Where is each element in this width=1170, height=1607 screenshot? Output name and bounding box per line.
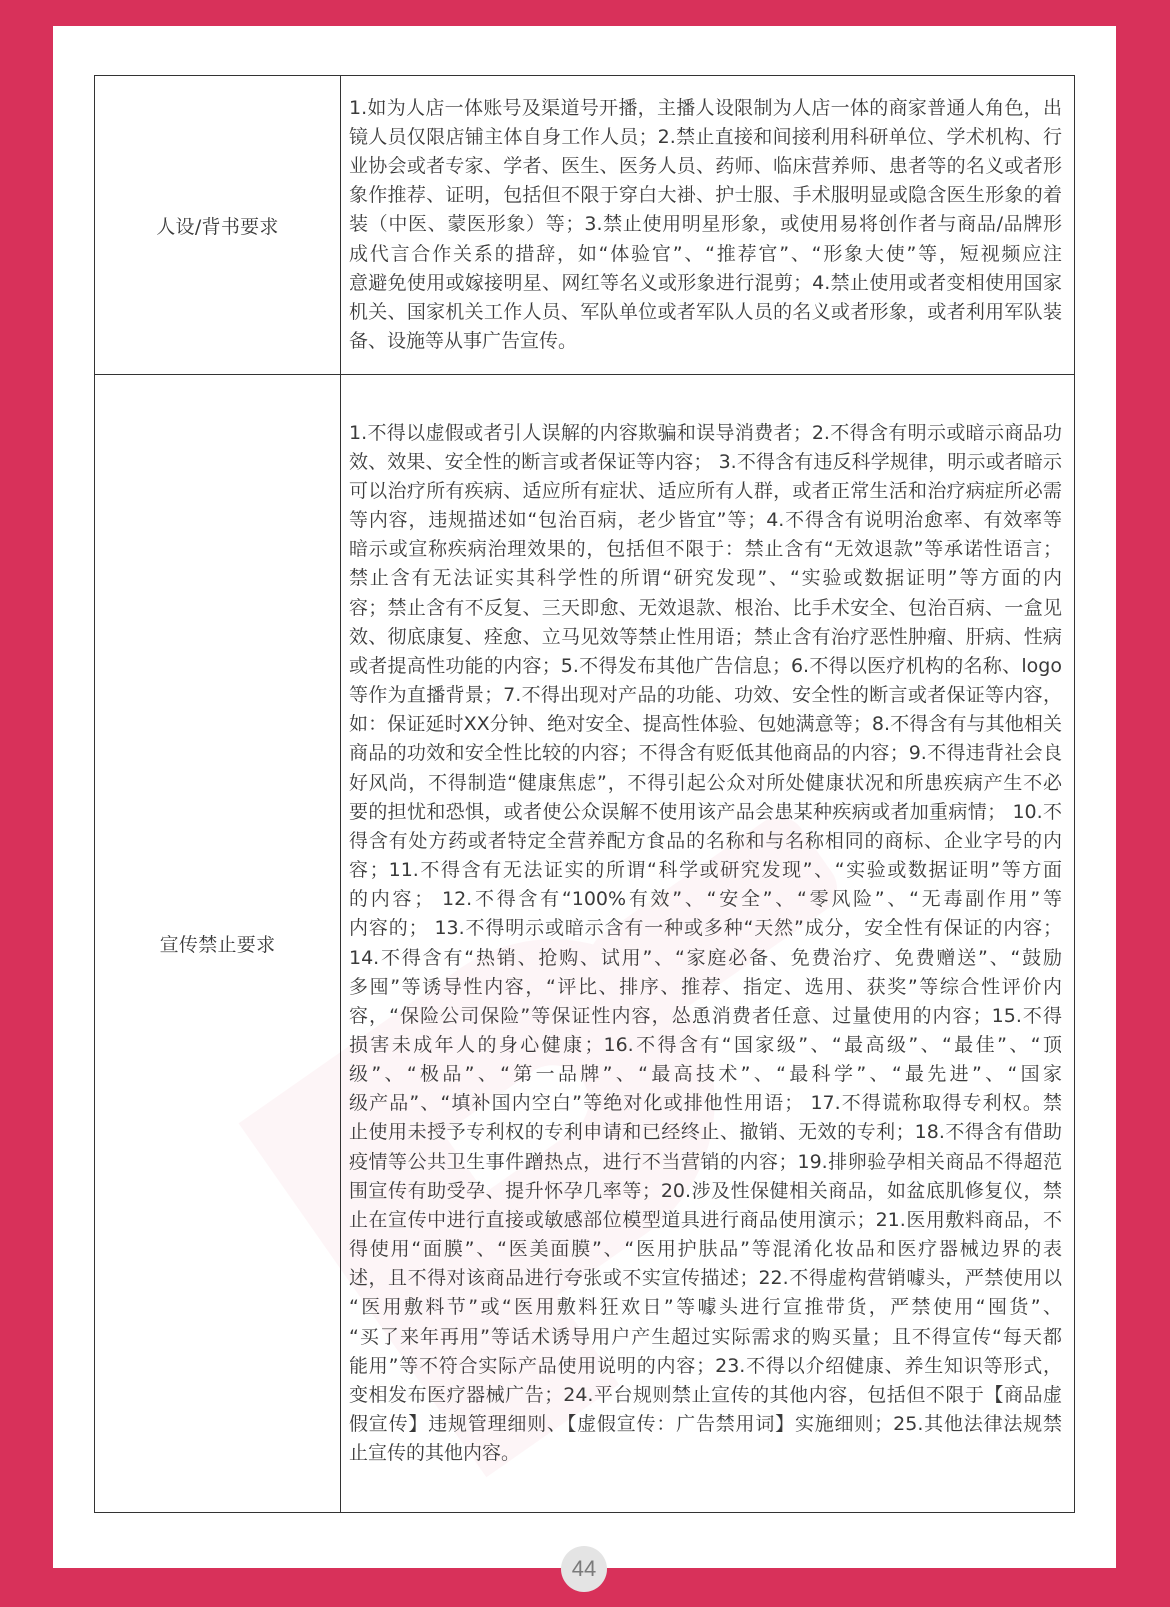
text-line: 1.不得以虚假或者引人误解的内容欺骗和误导消费者；2.不得含有明示或暗示商品功 xyxy=(349,421,1062,444)
text-line: 止在宣传中进行直接或敏感部位模型道具进行商品使用演示；21.医用敷料商品，不 xyxy=(349,1208,1062,1231)
requirements-table xyxy=(94,75,1075,1513)
text-line: 效、彻底康复、痊愈、立马见效等禁止性用语；禁止含有治疗恶性肿瘤、肝病、性病 xyxy=(349,625,1062,648)
text-line: 止宣传的其他内容。 xyxy=(349,1442,521,1465)
text-line: 多囤”等诱导性内容，“评比、排序、推荐、指定、选用、获奖”等综合性评价内 xyxy=(349,975,1062,998)
text-line: 装（中医、蒙医形象）等；3.禁止使用明星形象，或使用易将创作者与商品/品牌形 xyxy=(349,213,1062,236)
text-line: 级产品”、“填补国内空白”等绝对化或排他性用语； 17.不得谎称取得专利权。禁 xyxy=(349,1092,1062,1115)
text-line: 成代言合作关系的措辞，如“体验官”、“推荐官”、“形象大使”等，短视频应注 xyxy=(349,242,1062,265)
row-label-cell xyxy=(95,375,341,1512)
text-line: 机关、国家机关工作人员、军队单位或者军队人员的名义或者形象，或者利用军队装 xyxy=(349,300,1062,323)
text-line: 暗示或宣称疾病治理效果的，包括但不限于：禁止含有“无效退款”等承诺性语言； xyxy=(349,538,1062,561)
text-line: 或者提高性功能的内容；5.不得发布其他广告信息；6.不得以医疗机构的名称、logo xyxy=(349,654,1062,677)
text-line: 的内容； 12.不得含有“100%有效”、“安全”、“零风险”、“无毒副作用”等 xyxy=(349,888,1062,911)
document-page xyxy=(53,26,1116,1568)
row-label-promotion: 宣传禁止要求 xyxy=(159,934,276,956)
text-line: 容；禁止含有不反复、三天即愈、无效退款、根治、比手术安全、包治百病、一盒见 xyxy=(349,596,1062,619)
text-line: 14.不得含有“热销、抢购、试用”、“家庭必备、免费治疗、免费赠送”、“鼓励 xyxy=(349,946,1062,969)
text-line: 围宣传有助受孕、提升怀孕几率等；20.涉及性保健相关商品，如盆底肌修复仪，禁 xyxy=(349,1179,1062,1202)
text-line: “医用敷料节”或“医用敷料狂欢日”等噱头进行宣推带货，严禁使用“囤货”、 xyxy=(349,1296,1062,1319)
text-line: 容；11.不得含有无法证实的所谓“科学或研究发现”、“实验或数据证明”等方面 xyxy=(349,859,1062,882)
text-line: 等内容，违规描述如“包治百病，老少皆宜”等；4.不得含有说明治愈率、有效率等 xyxy=(349,509,1062,532)
text-line: 损害未成年人的身心健康；16.不得含有“国家级”、“最高级”、“最佳”、“顶 xyxy=(349,1033,1062,1056)
text-line: 等作为直播背景；7.不得出现对产品的功能、功效、安全性的断言或者保证等内容， xyxy=(349,684,1062,707)
text-line: 业协会或者专家、学者、医生、医务人员、药师、临床营养师、患者等的名义或者形 xyxy=(349,155,1062,178)
text-line: 象作推荐、证明，包括但不限于穿白大褂、护士服、手术服明显或隐含医生形象的着 xyxy=(349,184,1062,207)
text-line: 好风尚，不得制造“健康焦虑”，不得引起公众对所处健康状况和所患疾病产生不必 xyxy=(349,771,1062,794)
text-line: 述，且不得对该商品进行夸张或不实宣传描述；22.不得虚构营销噱头，严禁使用以 xyxy=(349,1267,1062,1290)
text-line: 疫情等公共卫生事件蹭热点，进行不当营销的内容；19.排卵验孕相关商品不得超范 xyxy=(349,1150,1062,1173)
text-line: 止使用未授予专利权的专利申请和已经终止、撤销、无效的专利；18.不得含有借助 xyxy=(349,1121,1062,1144)
page-number-badge xyxy=(561,1546,607,1592)
row-content-persona xyxy=(341,76,1074,374)
text-line: 得含有处方药或者特定全营养配方食品的名称和与名称相同的商标、企业字号的内 xyxy=(349,829,1062,852)
text-line: 备、设施等从事广告宣传。 xyxy=(349,330,578,353)
text-line: “买了来年再用”等话术诱导用户产生超过实际需求的购买量；且不得宣传“每天都 xyxy=(349,1325,1062,1348)
text-line: 得使用“面膜”、“医美面膜”、“医用护肤品”等混淆化妆品和医疗器械边界的表 xyxy=(349,1238,1062,1261)
text-line: 假宣传】违规管理细则、【虚假宣传：广告禁用词】实施细则；25.其他法律法规禁 xyxy=(349,1413,1062,1435)
text-line: 可以治疗所有疾病、适应所有症状、适应所有人群，或者正常生活和治疗病症所必需 xyxy=(349,480,1062,502)
text-line: 商品的功效和安全性比较的内容；不得含有贬低其他商品的内容；9.不得违背社会良 xyxy=(349,742,1062,765)
text-line: 禁止含有无法证实其科学性的所谓“研究发现”、“实验或数据证明”等方面的内 xyxy=(349,567,1062,590)
row-content-promotion xyxy=(341,375,1074,1512)
text-line: 容，“保险公司保险”等保证性内容，怂恿消费者任意、过量使用的内容；15.不得 xyxy=(349,1004,1062,1027)
table-row xyxy=(95,375,1074,1512)
row-label-persona: 人设/背书要求 xyxy=(156,215,279,238)
text-line: 如：保证延时XX分钟、绝对安全、提高性体验、包她满意等；8.不得含有与其他相关 xyxy=(349,713,1062,736)
text-line: 变相发布医疗器械广告；24.平台规则禁止宣传的其他内容，包括但不限于【商品虚 xyxy=(349,1383,1062,1406)
page-number: 44 xyxy=(571,1556,597,1581)
text-line: 级”、“极品”、“第一品牌”、“最高技术”、“最科学”、“最先进”、“国家 xyxy=(349,1063,1062,1086)
text-line: 要的担忧和恐惧，或者使公众误解不使用该产品会患某种疾病或者加重病情； 10.不 xyxy=(349,800,1062,823)
text-line: 效、效果、安全性的断言或者保证等内容； 3.不得含有违反科学规律，明示或者暗示 xyxy=(349,450,1062,473)
text-line: 意避免使用或嫁接明星、网红等名义或形象进行混剪；4.禁止使用或者变相使用国家 xyxy=(349,271,1062,294)
text-line: 1.如为人店一体账号及渠道号开播，主播人设限制为人店一体的商家普通人角色，出 xyxy=(349,96,1062,119)
text-line: 能用”等不符合实际产品使用说明的内容；23.不得以介绍健康、养生知识等形式， xyxy=(349,1354,1062,1377)
text-line: 镜人员仅限店铺主体自身工作人员；2.禁止直接和间接利用科研单位、学术机构、行 xyxy=(349,125,1062,148)
text-line: 内容的； 13.不得明示或暗示含有一种或多种“天然”成分，安全性有保证的内容； xyxy=(349,917,1062,940)
row-label-cell xyxy=(95,76,341,374)
table-row xyxy=(95,76,1074,375)
